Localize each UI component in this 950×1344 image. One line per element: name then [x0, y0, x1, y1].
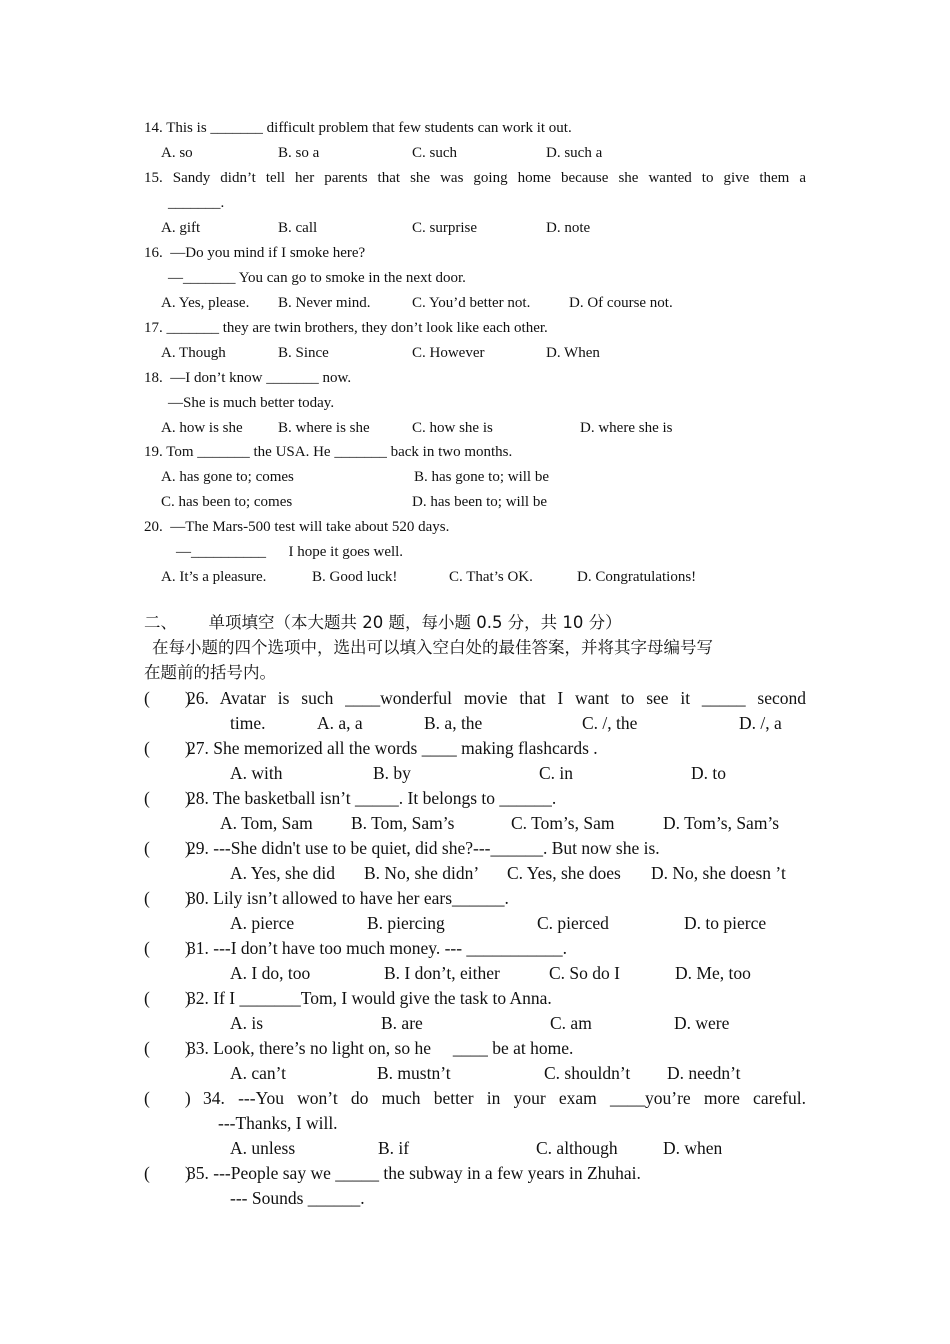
q20-stem: 20. —The Mars-500 test will take about 520 days. — [144, 519, 450, 535]
q20-option-a: A. It’s a pleasure. — [161, 569, 267, 585]
q20-option-c: C. That’s OK. — [449, 569, 533, 585]
q17-option-d: D. When — [546, 345, 600, 361]
q34-option-d: D. when — [663, 1138, 723, 1158]
q30-option-c: C. pierced — [537, 913, 609, 933]
answer-bracket: ( ) — [144, 738, 191, 758]
q18-option-d: D. where she is — [580, 420, 673, 436]
q34-option-b: B. if — [378, 1138, 410, 1158]
q16-option-a: A. Yes, please. — [161, 295, 250, 311]
q29-option-b: B. No, she didn’ — [364, 863, 480, 883]
q31-option-c: C. So do I — [549, 963, 620, 983]
q14-stem: 14. This is _______ difficult problem that few students can work it out. — [144, 120, 572, 136]
q16-option-d: D. Of course not. — [569, 295, 673, 311]
q19-option-a: A. has gone to; comes — [161, 469, 294, 485]
answer-bracket: ( ) — [144, 838, 191, 858]
q26-option-a: A. a, a — [317, 713, 363, 733]
q33-stem: 33. Look, there’s no light on, so he ____ be at home. — [187, 1038, 574, 1058]
q28-option-d: D. Tom’s, Sam’s — [663, 813, 780, 833]
q31-option-d: D. Me, too — [675, 963, 751, 983]
q29-option-d: D. No, she doesn ’t — [651, 863, 786, 883]
q16-reply: —_______ You can go to smoke in the next door. — [168, 270, 466, 286]
q14-option-a: A. so — [161, 145, 193, 161]
q18-reply: —She is much better today. — [168, 395, 335, 411]
q34-stem: 34. ---You won’t do much better in your exam ____you’re more careful. — [203, 1088, 806, 1108]
q28-option-c: C. Tom’s, Sam — [511, 813, 615, 833]
section-instruction: 在每小题的四个选项中，选出可以填入空白处的最佳答案，并将其字母编号写 — [152, 638, 713, 657]
q15-option-d: D. note — [546, 220, 591, 236]
q19-option-b: B. has gone to; will be — [414, 469, 549, 485]
q27-option-c: C. in — [539, 763, 574, 783]
q20-option-d: D. Congratulations! — [577, 569, 697, 585]
answer-bracket: ( ) — [144, 888, 191, 908]
q27-option-d: D. to — [691, 763, 726, 783]
answer-bracket: ( ) — [144, 688, 191, 708]
q15-option-c: C. surprise — [412, 220, 477, 236]
q26-option-b: B. a, the — [424, 713, 483, 733]
q18-option-c: C. how she is — [412, 420, 493, 436]
q32-option-d: D. were — [674, 1013, 730, 1033]
q19-option-c: C. has been to; comes — [161, 494, 293, 510]
answer-bracket: ( ) — [144, 988, 191, 1008]
answer-bracket: ( ) — [144, 938, 191, 958]
q17-option-c: C. However — [412, 345, 485, 361]
q28-stem: 28. The basketball isn’t _____. It belongs to ______. — [187, 788, 557, 808]
q34-option-c: C. although — [536, 1138, 618, 1158]
q19-option-d: D. has been to; will be — [412, 494, 547, 510]
q28-option-a: A. Tom, Sam — [220, 813, 313, 833]
q27-option-b: B. by — [373, 763, 411, 783]
q35-reply: --- Sounds ______. — [230, 1188, 365, 1208]
q32-option-b: B. are — [381, 1013, 423, 1033]
q16-option-b: B. Never mind. — [278, 295, 371, 311]
q26-stem: 26. Avatar is such ____wonderful movie that I want to see it _____ second — [187, 688, 806, 708]
q27-stem: 27. She memorized all the words ____ making flashcards . — [187, 738, 598, 758]
q20-option-b: B. Good luck! — [312, 569, 398, 585]
q14-option-c: C. such — [412, 145, 457, 161]
q31-option-a: A. I do, too — [230, 963, 311, 983]
q30-option-a: A. pierce — [230, 913, 295, 933]
q15-stem-continued: _______. — [168, 195, 225, 211]
q15-stem: 15. Sandy didn’t tell her parents that she was going home because she wanted to give them a — [144, 170, 806, 186]
q33-option-c: C. shouldn’t — [544, 1063, 631, 1083]
q18-option-a: A. how is she — [161, 420, 243, 436]
q17-option-b: B. Since — [278, 345, 329, 361]
q18-stem: 18. —I don’t know _______ now. — [144, 370, 352, 386]
q30-option-d: D. to pierce — [684, 913, 767, 933]
q31-option-b: B. I don’t, either — [384, 963, 500, 983]
q17-stem: 17. _______ they are twin brothers, they don’t look like each other. — [144, 320, 548, 336]
q15-option-a: A. gift — [161, 220, 201, 236]
q18-option-b: B. where is she — [278, 420, 370, 436]
q30-stem: 30. Lily isn’t allowed to have her ears______. — [187, 888, 509, 908]
section-instruction-continued: 在题前的括号内。 — [144, 663, 276, 682]
q15-option-b: B. call — [278, 220, 318, 236]
q31-stem: 31. ---I don’t have too much money. --- ___________. — [187, 938, 568, 958]
q16-stem: 16. —Do you mind if I smoke here? — [144, 245, 366, 261]
q34-reply: ---Thanks, I will. — [218, 1113, 338, 1133]
q27-option-a: A. with — [230, 763, 283, 783]
q26-option-c: C. /, the — [582, 713, 638, 733]
answer-bracket: ( ) — [144, 1163, 191, 1183]
q26-option-d: D. /, a — [739, 713, 782, 733]
q29-option-a: A. Yes, she did — [230, 863, 336, 883]
q17-option-a: A. Though — [161, 345, 226, 361]
q32-stem: 32. If I _______Tom, I would give the task to Anna. — [187, 988, 552, 1008]
q16-option-c: C. You’d better not. — [412, 295, 531, 311]
answer-bracket: ( ) — [144, 1038, 191, 1058]
q29-option-c: C. Yes, she does — [507, 863, 621, 883]
answer-bracket: ( ) — [144, 1088, 191, 1108]
q32-option-a: A. is — [230, 1013, 264, 1033]
q29-stem: 29. ---She didn't use to be quiet, did she?---______. But now she is. — [187, 838, 660, 858]
q20-reply: —__________ I hope it goes well. — [176, 544, 404, 560]
q34-option-a: A. unless — [230, 1138, 296, 1158]
q35-stem: 35. ---People say we _____ the subway in a few years in Zhuhai. — [187, 1163, 641, 1183]
q14-option-b: B. so a — [278, 145, 320, 161]
q33-option-b: B. mustn’t — [377, 1063, 451, 1083]
q30-option-b: B. piercing — [367, 913, 445, 933]
q33-option-d: D. needn’t — [667, 1063, 741, 1083]
q33-option-a: A. can’t — [230, 1063, 287, 1083]
q14-option-d: D. such a — [546, 145, 603, 161]
q26-stem-continued: time. — [230, 713, 266, 733]
answer-bracket: ( ) — [144, 788, 191, 808]
section-heading: 二、 单项填空（本大题共 20 题，每小题 0.5 分，共 10 分） — [144, 613, 622, 632]
q32-option-c: C. am — [550, 1013, 592, 1033]
q19-stem: 19. Tom _______ the USA. He _______ back in two months. — [144, 444, 513, 460]
q28-option-b: B. Tom, Sam’s — [351, 813, 455, 833]
